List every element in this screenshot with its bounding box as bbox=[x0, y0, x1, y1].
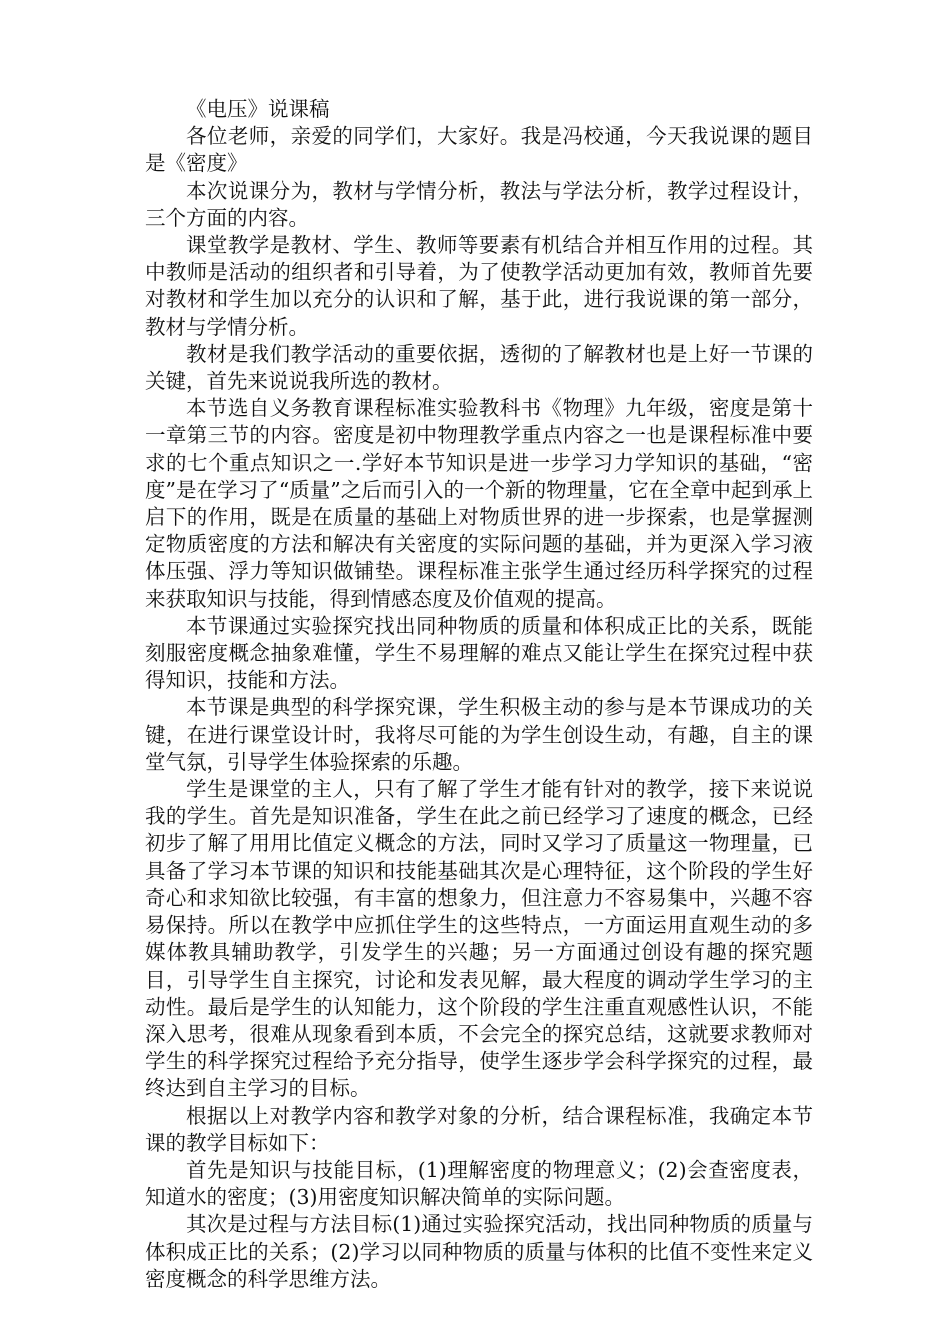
paragraph-classroom-teaching: 课堂教学是教材、学生、教师等要素有机结合并相互作用的过程。其中教师是活动的组织者和引导着，为了使教学活动更加有效，教师首先要对教材和学生加以充分的认识和了解，基于此，进行我说课的第一部分，教材与学情分析。 bbox=[145, 233, 813, 339]
paragraph-knowledge-objectives: 首先是知识与技能目标，(1)理解密度的物理意义；(2)会查密度表，知道水的密度；(3)用密度知识解决简单的实际问题。 bbox=[145, 1157, 813, 1210]
paragraph-process-objectives: 其次是过程与方法目标(1)通过实验探究活动，找出同种物质的质量与体积成正比的关系；(2)学习以同种物质的质量与体积的比值不变性来定义密度概念的科学思维方法。 bbox=[145, 1212, 813, 1291]
document-body bbox=[145, 96, 813, 1293]
paragraph-textbook-analysis: 本节选自义务教育课程标准实验教科书《物理》九年级，密度是第十一章第三节的内容。密度是初中物理教学重点内容之一也是课程标准中要求的七个重点知识之一.学好本节知识是进一步学习力学知识的基础，“密度”是在学习了“质量”之后而引入的一个新的物理量，它在全章中起到承上启下的作用，既是在质量的基础上对物质世界的进一步探索，也是掌握测定物质密度的方法和解决有关密度的实际问题的基础，并为更深入学习液体压强、浮力等知识做铺垫。课程标准主张学生通过经历科学探究的过程来获取知识与技能，得到情感态度及价值观的提高。 bbox=[145, 396, 813, 611]
paragraph-objectives-intro: 根据以上对教学内容和教学对象的分析，结合课程标准，我确定本节课的教学目标如下： bbox=[145, 1103, 813, 1155]
paragraph-experiment: 本节课通过实验探究找出同种物质的质量和体积成正比的关系，既能刻服密度概念抽象难懂，学生不易理解的难点又能让学生在探究过程中获得知识，技能和方法。 bbox=[145, 613, 813, 693]
paragraph-student-analysis: 学生是课堂的主人，只有了解了学生才能有针对的教学，接下来说说我的学生。首先是知识准备，学生在此之前已经学习了速度的概念，已经初步了解了用用比值定义概念的方法，同时又学习了质量这一物理量，已具备了学习本节课的知识和技能基础其次是心理特征，这个阶段的学生好奇心和求知欲比较强，有丰富的想象力，但注意力不容易集中，兴趣不容易保持。所以在教学中应抓住学生的这些特点，一方面运用直观生动的多媒体教具辅助教学，引发学生的兴趣；另一方面通过创设有趣的探究题目，引导学生自主探究，讨论和发表见解，最大程度的调动学生学习的主动性。最后是学生的认知能力，这个阶段的学生注重直观感性认识，不能深入思考，很难从现象看到本质，不会完全的探究总结，这就要求教师对学生的科学探究过程给予充分指导，使学生逐步学会科学探究的过程，最终达到自主学习的目标。 bbox=[145, 777, 813, 1101]
paragraph-textbook-intro: 教材是我们教学活动的重要依据，透彻的了解教材也是上好一节课的关键，首先来说说我所选的教材。 bbox=[145, 341, 813, 394]
paragraph-greeting: 各位老师，亲爱的同学们，大家好。我是冯校通，今天我说课的题目是《密度》 bbox=[145, 124, 813, 176]
paragraph-inquiry-lesson: 本节课是典型的科学探究课，学生积极主动的参与是本节课成功的关键，在进行课堂设计时，我将尽可能的为学生创设生动，有趣，自主的课堂气氛，引导学生体验探索的乐趣。 bbox=[145, 695, 813, 774]
document-title: 《电压》说课稿 bbox=[186, 97, 330, 121]
paragraph-outline: 本次说课分为，教材与学情分析，教法与学法分析，教学过程设计，三个方面的内容。 bbox=[145, 178, 813, 230]
